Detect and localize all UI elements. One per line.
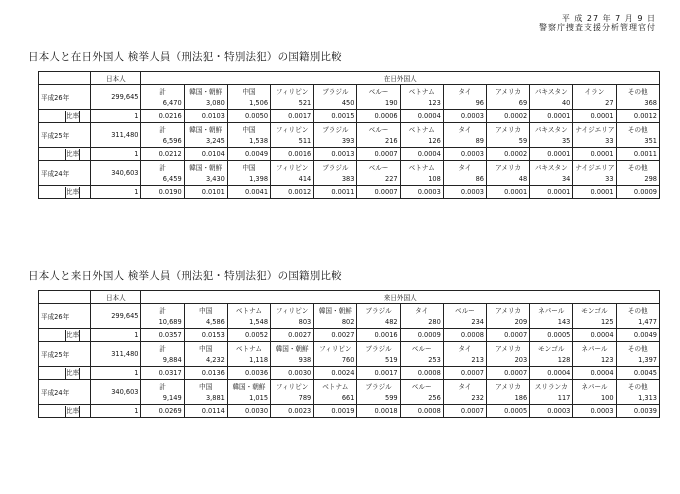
- nationality-header: ネパール: [573, 380, 616, 393]
- ratio-cell: 0.0103: [184, 110, 227, 123]
- nationality-header: タイ: [443, 161, 486, 174]
- nationality-header: 計: [141, 85, 184, 98]
- nationality-header: アメリカ: [486, 380, 529, 393]
- count-cell: 280: [400, 316, 443, 329]
- japanese-header: 日本人: [91, 291, 141, 304]
- year-label: 平成24年: [39, 380, 91, 405]
- japanese-count: 340,603: [91, 161, 141, 186]
- ratio-cell: 0.0317: [141, 367, 184, 380]
- ratio-cell: 0.0001: [530, 148, 573, 161]
- nationality-header: ブラジル: [357, 304, 400, 317]
- nationality-header: ベトナム: [227, 304, 270, 317]
- count-cell: 393: [314, 135, 357, 148]
- count-cell: 414: [271, 173, 314, 186]
- nationality-header: ブラジル: [314, 123, 357, 136]
- count-cell: 3,080: [184, 97, 227, 110]
- nationality-header: 計: [141, 342, 184, 355]
- ratio-cell: 0.0005: [530, 329, 573, 342]
- ratio-cell: 0.0003: [400, 186, 443, 199]
- nationality-header: その他: [616, 342, 659, 355]
- count-cell: 760: [314, 354, 357, 367]
- ratio-label: 比率: [66, 368, 80, 377]
- nationality-header: ベルー: [443, 304, 486, 317]
- ratio-cell: 0.0216: [141, 110, 184, 123]
- year-label: 平成25年: [39, 123, 91, 148]
- count-cell: 4,232: [184, 354, 227, 367]
- count-cell: 6,459: [141, 173, 184, 186]
- count-cell: 10,689: [141, 316, 184, 329]
- count-cell: 128: [530, 354, 573, 367]
- ratio-cell: 0.0008: [400, 405, 443, 418]
- header-row: [39, 72, 660, 85]
- ratio-row: [39, 148, 660, 161]
- foreign-header: 在日外国人: [141, 72, 660, 85]
- nationality-header-row: [39, 85, 660, 98]
- count-cell: 40: [530, 97, 573, 110]
- nationality-header-row: [39, 304, 660, 317]
- ratio-cell: 0.0049: [616, 329, 659, 342]
- count-cell: 6,470: [141, 97, 184, 110]
- count-cell: 69: [486, 97, 529, 110]
- ratio-cell: 0.0003: [443, 186, 486, 199]
- count-cell: 298: [616, 173, 659, 186]
- count-cell: 9,149: [141, 392, 184, 405]
- ratio-cell: 0.0004: [573, 367, 616, 380]
- count-cell: 232: [443, 392, 486, 405]
- corner-cell: [39, 291, 91, 304]
- ratio-cell: 0.0017: [357, 367, 400, 380]
- year-label: 平成26年: [39, 304, 91, 329]
- count-cell: 1,118: [227, 354, 270, 367]
- ratio-cell: 0.0212: [141, 148, 184, 161]
- count-cell: 661: [314, 392, 357, 405]
- ratio-cell: 0.0003: [573, 405, 616, 418]
- ratio-cell: 0.0036: [227, 367, 270, 380]
- nationality-header: タイ: [400, 304, 443, 317]
- ratio-label: 比率: [66, 111, 80, 120]
- ratio-cell: 0.0030: [271, 367, 314, 380]
- count-cell: 1,313: [616, 392, 659, 405]
- ratio-cell: 0.0001: [573, 110, 616, 123]
- count-cell: 33: [573, 135, 616, 148]
- ratio-cell: 0.0004: [400, 148, 443, 161]
- ratio-label-cell: [39, 148, 91, 161]
- foreign-header: 来日外国人: [141, 291, 660, 304]
- count-cell: 123: [573, 354, 616, 367]
- year-label: 平成25年: [39, 342, 91, 367]
- japanese-ratio: 1: [91, 405, 141, 418]
- count-cell: 803: [271, 316, 314, 329]
- ratio-cell: 0.0023: [271, 405, 314, 418]
- ratio-cell: 0.0019: [314, 405, 357, 418]
- nationality-header: ベトナム: [314, 380, 357, 393]
- year-label: 平成26年: [39, 85, 91, 110]
- nationality-header: 計: [141, 304, 184, 317]
- ratio-cell: 0.0005: [486, 405, 529, 418]
- nationality-header: フィリピン: [271, 380, 314, 393]
- ratio-cell: 0.0052: [227, 329, 270, 342]
- nationality-header: 計: [141, 123, 184, 136]
- ratio-cell: 0.0013: [314, 148, 357, 161]
- ratio-cell: 0.0001: [530, 110, 573, 123]
- count-cell: 234: [443, 316, 486, 329]
- count-cell: 4,586: [184, 316, 227, 329]
- nationality-header: 中国: [227, 161, 270, 174]
- nationality-header: ブラジル: [314, 161, 357, 174]
- ratio-cell: 0.0027: [271, 329, 314, 342]
- ratio-cell: 0.0003: [443, 110, 486, 123]
- nationality-header: モンゴル: [530, 342, 573, 355]
- ratio-cell: 0.0136: [184, 367, 227, 380]
- nationality-header: ブラジル: [357, 342, 400, 355]
- ratio-cell: 0.0017: [271, 110, 314, 123]
- ratio-cell: 0.0001: [530, 186, 573, 199]
- nationality-header: フィリピン: [271, 123, 314, 136]
- nationality-header: パキスタン: [530, 85, 573, 98]
- nationality-header-row: [39, 380, 660, 393]
- count-cell: 117: [530, 392, 573, 405]
- ratio-cell: 0.0114: [184, 405, 227, 418]
- ratio-cell: 0.0002: [486, 110, 529, 123]
- ratio-cell: 0.0007: [486, 367, 529, 380]
- ratio-cell: 0.0007: [486, 329, 529, 342]
- year-label: 平成24年: [39, 161, 91, 186]
- nationality-header: ベルー: [357, 161, 400, 174]
- count-cell: 383: [314, 173, 357, 186]
- header-row: [39, 291, 660, 304]
- issuing-office: 警察庁捜査支援分析管理官付: [539, 23, 656, 32]
- ratio-label: 比率: [66, 330, 80, 339]
- count-cell: 89: [443, 135, 486, 148]
- count-cell: 27: [573, 97, 616, 110]
- ratio-cell: 0.0012: [271, 186, 314, 199]
- nationality-header: 韓国・朝鮮: [184, 161, 227, 174]
- ratio-cell: 0.0045: [616, 367, 659, 380]
- nationality-header: 韓国・朝鮮: [271, 342, 314, 355]
- japanese-header: 日本人: [91, 72, 141, 85]
- count-cell: 789: [271, 392, 314, 405]
- count-cell: 126: [400, 135, 443, 148]
- ratio-label: 比率: [66, 149, 80, 158]
- count-cell: 1,477: [616, 316, 659, 329]
- ratio-cell: 0.0004: [573, 329, 616, 342]
- nationality-header-row: [39, 123, 660, 136]
- count-cell: 227: [357, 173, 400, 186]
- count-cell: 253: [400, 354, 443, 367]
- nationality-header: その他: [616, 380, 659, 393]
- nationality-header: タイ: [443, 342, 486, 355]
- ratio-cell: 0.0049: [227, 148, 270, 161]
- ratio-cell: 0.0269: [141, 405, 184, 418]
- ratio-label: 比率: [66, 187, 80, 196]
- ratio-row: [39, 329, 660, 342]
- nationality-header: その他: [616, 304, 659, 317]
- nationality-header: その他: [616, 123, 659, 136]
- count-cell: 35: [530, 135, 573, 148]
- count-cell: 256: [400, 392, 443, 405]
- ratio-cell: 0.0004: [400, 110, 443, 123]
- count-cell: 938: [271, 354, 314, 367]
- nationality-header: ネパール: [530, 304, 573, 317]
- nationality-header: アメリカ: [486, 161, 529, 174]
- table-2-title: 日本人と来日外国人 検挙人員（刑法犯・特別法犯）の国籍別比較: [28, 270, 342, 282]
- count-cell: 511: [271, 135, 314, 148]
- japanese-count: 299,645: [91, 304, 141, 329]
- count-cell: 3,881: [184, 392, 227, 405]
- ratio-row: [39, 405, 660, 418]
- ratio-label-cell: [39, 405, 91, 418]
- count-cell: 1,538: [227, 135, 270, 148]
- ratio-label-cell: [39, 186, 91, 199]
- count-cell: 100: [573, 392, 616, 405]
- japanese-ratio: 1: [91, 367, 141, 380]
- count-cell: 521: [271, 97, 314, 110]
- ratio-cell: 0.0009: [616, 186, 659, 199]
- ratio-cell: 0.0039: [616, 405, 659, 418]
- ratio-cell: 0.0101: [184, 186, 227, 199]
- nationality-header: タイ: [443, 380, 486, 393]
- count-cell: 216: [357, 135, 400, 148]
- nationality-header: ベトナム: [400, 85, 443, 98]
- nationality-header: イラン: [573, 85, 616, 98]
- nationality-header: ナイジエリア: [573, 123, 616, 136]
- ratio-cell: 0.0018: [357, 405, 400, 418]
- ratio-cell: 0.0016: [271, 148, 314, 161]
- nationality-header: スリランカ: [530, 380, 573, 393]
- count-cell: 6,596: [141, 135, 184, 148]
- ratio-cell: 0.0015: [314, 110, 357, 123]
- nationality-header: ベルー: [400, 380, 443, 393]
- nationality-header: ナイジエリア: [573, 161, 616, 174]
- nationality-header: アメリカ: [486, 123, 529, 136]
- count-cell: 143: [530, 316, 573, 329]
- table-1-resident-foreigners: [38, 71, 660, 199]
- nationality-header: 計: [141, 161, 184, 174]
- ratio-row: [39, 186, 660, 199]
- nationality-header: ベトナム: [227, 342, 270, 355]
- nationality-header: フィリピン: [271, 161, 314, 174]
- nationality-header: ベトナム: [400, 123, 443, 136]
- ratio-cell: 0.0004: [530, 367, 573, 380]
- count-cell: 186: [486, 392, 529, 405]
- ratio-cell: 0.0007: [443, 367, 486, 380]
- count-cell: 3,245: [184, 135, 227, 148]
- count-cell: 48: [486, 173, 529, 186]
- count-cell: 209: [486, 316, 529, 329]
- ratio-row: [39, 110, 660, 123]
- nationality-header: 韓国・朝鮮: [184, 123, 227, 136]
- ratio-cell: 0.0011: [616, 148, 659, 161]
- ratio-cell: 0.0030: [227, 405, 270, 418]
- nationality-header: ブラジル: [357, 380, 400, 393]
- ratio-cell: 0.0153: [184, 329, 227, 342]
- nationality-header: ブラジル: [314, 85, 357, 98]
- japanese-count: 340,603: [91, 380, 141, 405]
- ratio-cell: 0.0001: [486, 186, 529, 199]
- count-cell: 213: [443, 354, 486, 367]
- nationality-header: 中国: [184, 304, 227, 317]
- ratio-label-cell: [39, 329, 91, 342]
- count-cell: 33: [573, 173, 616, 186]
- nationality-header: 韓国・朝鮮: [184, 85, 227, 98]
- count-cell: 34: [530, 173, 573, 186]
- nationality-header: フィリピン: [271, 85, 314, 98]
- nationality-header: 中国: [227, 85, 270, 98]
- nationality-header: タイ: [443, 85, 486, 98]
- nationality-header: 韓国・朝鮮: [227, 380, 270, 393]
- count-cell: 1,506: [227, 97, 270, 110]
- count-cell: 3,430: [184, 173, 227, 186]
- nationality-header: アメリカ: [486, 85, 529, 98]
- nationality-header: 計: [141, 380, 184, 393]
- count-cell: 125: [573, 316, 616, 329]
- nationality-header: ベルー: [400, 342, 443, 355]
- japanese-ratio: 1: [91, 329, 141, 342]
- japanese-count: 311,480: [91, 123, 141, 148]
- ratio-label-cell: [39, 367, 91, 380]
- ratio-cell: 0.0190: [141, 186, 184, 199]
- ratio-cell: 0.0007: [443, 405, 486, 418]
- japanese-count: 299,645: [91, 85, 141, 110]
- ratio-label: 比率: [66, 406, 80, 415]
- nationality-header: ベルー: [357, 85, 400, 98]
- ratio-cell: 0.0016: [357, 329, 400, 342]
- nationality-header: 韓国・朝鮮: [314, 304, 357, 317]
- count-cell: 9,884: [141, 354, 184, 367]
- ratio-cell: 0.0009: [400, 329, 443, 342]
- nationality-header: 中国: [227, 123, 270, 136]
- ratio-cell: 0.0012: [616, 110, 659, 123]
- nationality-header: フィリピン: [314, 342, 357, 355]
- nationality-header: タイ: [443, 123, 486, 136]
- ratio-cell: 0.0006: [357, 110, 400, 123]
- count-cell: 59: [486, 135, 529, 148]
- count-cell: 203: [486, 354, 529, 367]
- nationality-header: アメリカ: [486, 342, 529, 355]
- count-cell: 1,548: [227, 316, 270, 329]
- nationality-header: ベルー: [357, 123, 400, 136]
- nationality-header-row: [39, 161, 660, 174]
- ratio-cell: 0.0008: [400, 367, 443, 380]
- count-cell: 86: [443, 173, 486, 186]
- ratio-cell: 0.0027: [314, 329, 357, 342]
- count-cell: 190: [357, 97, 400, 110]
- count-cell: 1,398: [227, 173, 270, 186]
- ratio-cell: 0.0001: [573, 148, 616, 161]
- ratio-row: [39, 367, 660, 380]
- ratio-cell: 0.0007: [357, 148, 400, 161]
- nationality-header: モンゴル: [573, 304, 616, 317]
- count-cell: 351: [616, 135, 659, 148]
- ratio-cell: 0.0008: [443, 329, 486, 342]
- nationality-header: その他: [616, 85, 659, 98]
- ratio-label-cell: [39, 110, 91, 123]
- count-cell: 96: [443, 97, 486, 110]
- ratio-cell: 0.0002: [486, 148, 529, 161]
- table-2-visiting-foreigners: [38, 290, 660, 418]
- ratio-cell: 0.0011: [314, 186, 357, 199]
- count-cell: 368: [616, 97, 659, 110]
- count-cell: 482: [357, 316, 400, 329]
- ratio-cell: 0.0104: [184, 148, 227, 161]
- nationality-header: パキスタン: [530, 161, 573, 174]
- nationality-header-row: [39, 342, 660, 355]
- count-cell: 519: [357, 354, 400, 367]
- ratio-cell: 0.0001: [573, 186, 616, 199]
- table-1-title: 日本人と在日外国人 検挙人員（刑法犯・特別法犯）の国籍別比較: [28, 51, 342, 63]
- ratio-cell: 0.0357: [141, 329, 184, 342]
- nationality-header: パキスタン: [530, 123, 573, 136]
- count-cell: 802: [314, 316, 357, 329]
- nationality-header: フィリピン: [271, 304, 314, 317]
- japanese-ratio: 1: [91, 110, 141, 123]
- count-cell: 599: [357, 392, 400, 405]
- ratio-cell: 0.0024: [314, 367, 357, 380]
- count-cell: 1,397: [616, 354, 659, 367]
- ratio-cell: 0.0003: [443, 148, 486, 161]
- japanese-ratio: 1: [91, 186, 141, 199]
- document-date: 平 成 27 年 7 月 9 日: [561, 14, 656, 23]
- count-cell: 108: [400, 173, 443, 186]
- japanese-ratio: 1: [91, 148, 141, 161]
- ratio-cell: 0.0050: [227, 110, 270, 123]
- ratio-cell: 0.0003: [530, 405, 573, 418]
- count-cell: 450: [314, 97, 357, 110]
- count-cell: 123: [400, 97, 443, 110]
- count-cell: 1,015: [227, 392, 270, 405]
- nationality-header: その他: [616, 161, 659, 174]
- nationality-header: 中国: [184, 380, 227, 393]
- nationality-header: ネパール: [573, 342, 616, 355]
- nationality-header: ベトナム: [400, 161, 443, 174]
- ratio-cell: 0.0041: [227, 186, 270, 199]
- nationality-header: 中国: [184, 342, 227, 355]
- corner-cell: [39, 72, 91, 85]
- japanese-count: 311,480: [91, 342, 141, 367]
- nationality-header: アメリカ: [486, 304, 529, 317]
- ratio-cell: 0.0007: [357, 186, 400, 199]
